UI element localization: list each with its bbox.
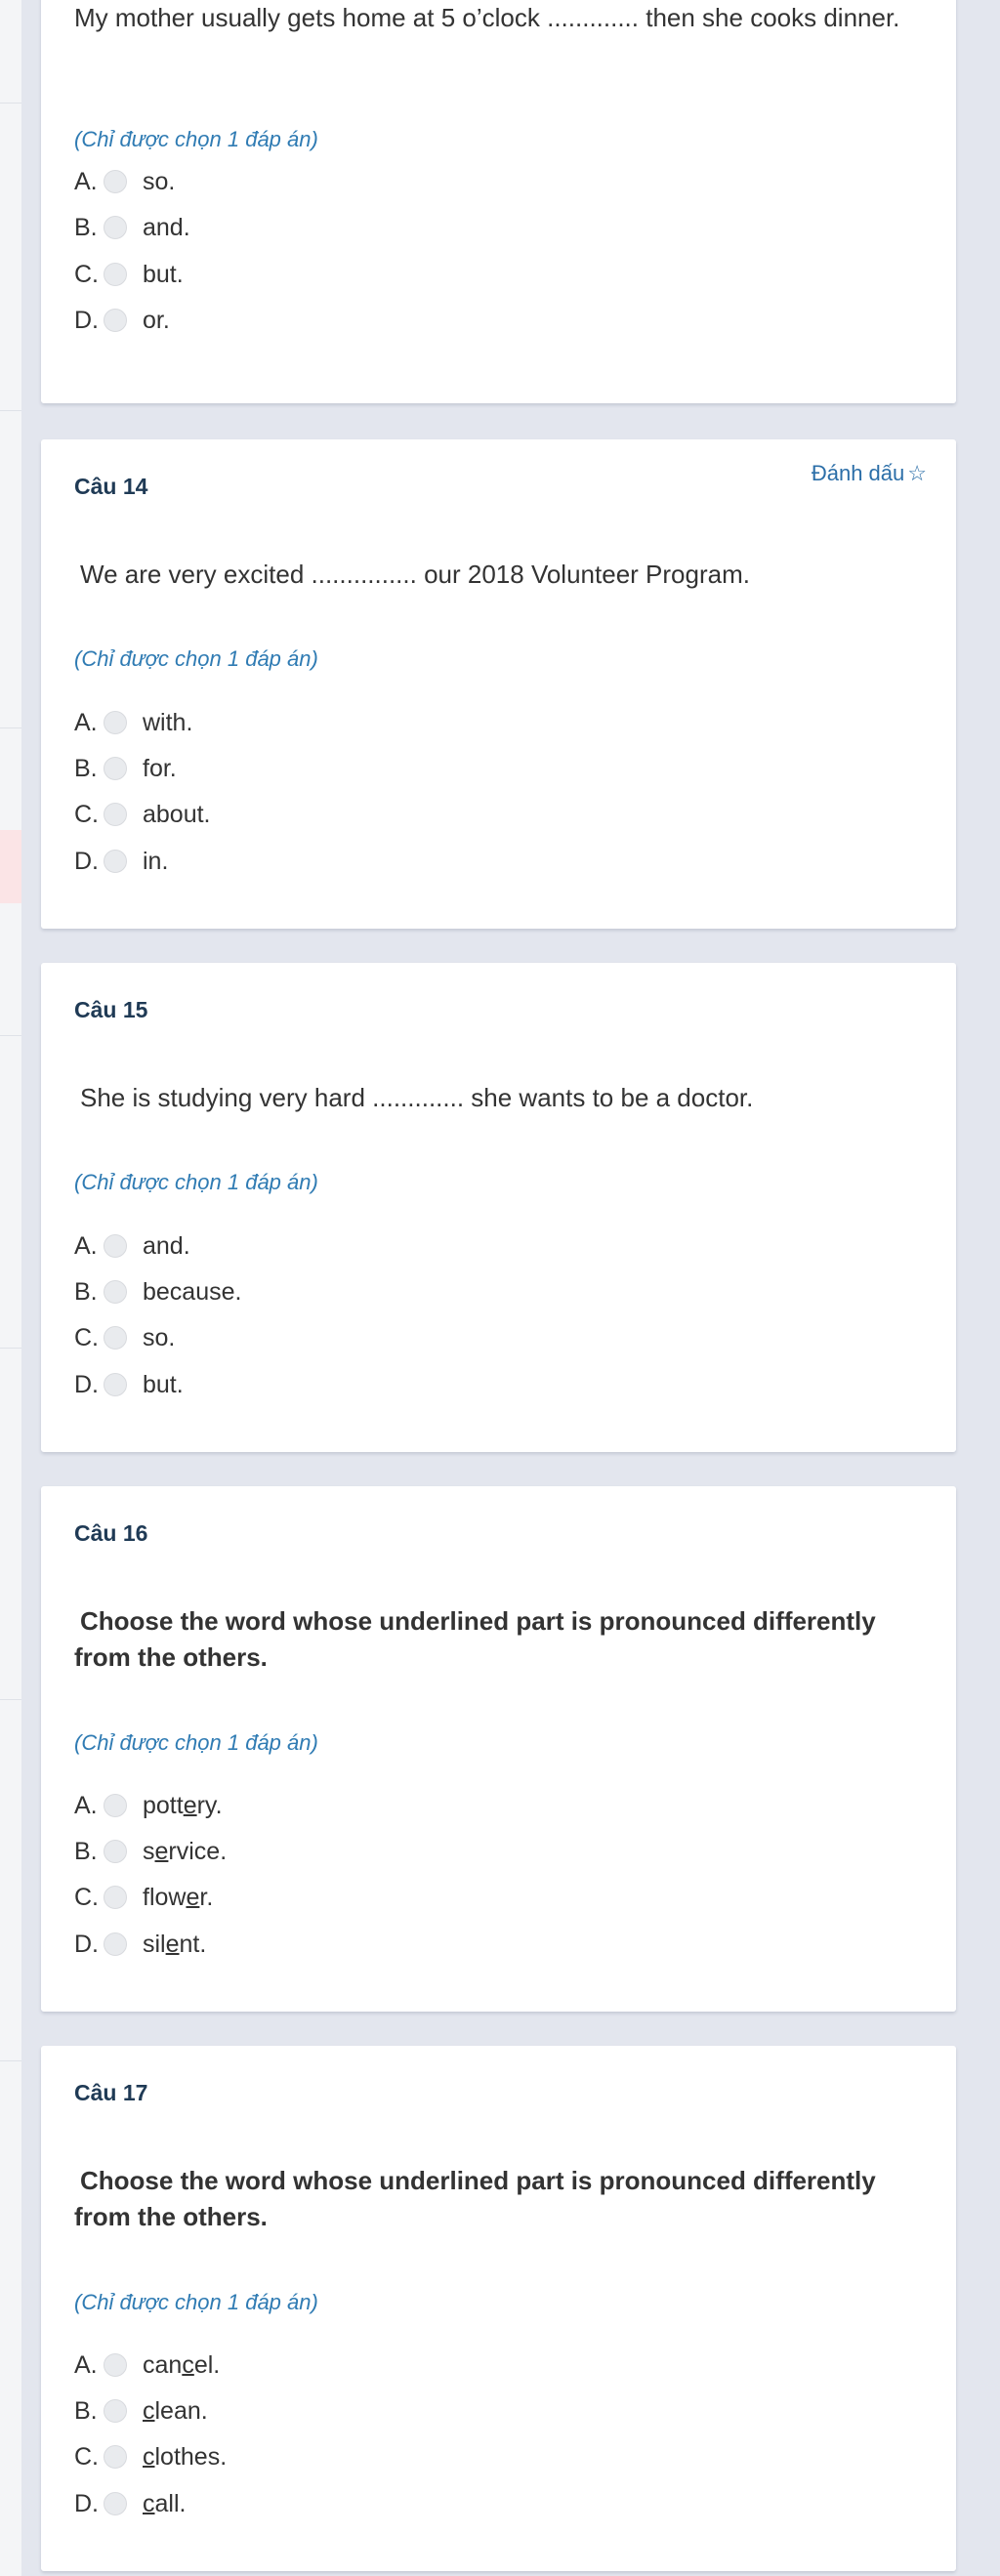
option-a[interactable]: A. and. [74,1231,190,1260]
radio-button[interactable] [104,2353,127,2377]
question-label: Câu 15 [74,997,148,1022]
bookmark-button[interactable]: Đánh dấu ☆ [811,461,927,485]
question-card-16 [41,1486,956,2012]
option-d[interactable]: D. or. [74,306,170,334]
option-c[interactable]: C. clothes. [74,2442,228,2471]
radio-button[interactable] [104,309,127,332]
radio-button[interactable] [104,1326,127,1350]
radio-button[interactable] [104,803,127,826]
option-c[interactable]: C. flower. [74,1883,214,1911]
question-label: Câu 16 [74,1520,148,1546]
answer-hint: (Chỉ được chọn 1 đáp án) [74,127,318,151]
option-c[interactable]: C. so. [74,1323,176,1351]
radio-button[interactable] [104,2492,127,2515]
answer-hint: (Chỉ được chọn 1 đáp án) [74,1170,318,1194]
question-card-17 [41,2046,956,2571]
radio-button[interactable] [104,1794,127,1817]
radio-button[interactable] [104,1373,127,1396]
option-b[interactable]: B. and. [74,213,190,241]
answer-hint: (Chỉ được chọn 1 đáp án) [74,2290,318,2314]
option-d[interactable]: D. silent. [74,1930,207,1958]
option-d[interactable]: D. but. [74,1370,184,1398]
option-d[interactable]: D. in. [74,847,169,875]
question-label: Câu 14 [74,474,148,499]
radio-button[interactable] [104,757,127,780]
star-icon: ☆ [907,461,927,485]
option-b[interactable]: B. because. [74,1277,242,1306]
left-edge-strip [0,0,21,2576]
option-a[interactable]: A. with. [74,708,193,736]
question-card-15 [41,963,956,1452]
radio-button[interactable] [104,170,127,193]
radio-button[interactable] [104,1886,127,1909]
option-b[interactable]: B. clean. [74,2396,208,2425]
radio-button[interactable] [104,1280,127,1304]
radio-button[interactable] [104,216,127,239]
radio-button[interactable] [104,1840,127,1863]
option-c[interactable]: C. but. [74,260,184,288]
radio-button[interactable] [104,1234,127,1258]
radio-button[interactable] [104,2445,127,2469]
radio-button[interactable] [104,1932,127,1956]
question-card-13 [41,0,956,403]
answer-hint: (Chỉ được chọn 1 đáp án) [74,646,318,671]
question-text: Choose the word whose underlined part is pronounced differently from the others. [74,2166,876,2231]
option-a[interactable]: A. pottery. [74,1791,223,1819]
question-card-14 [41,439,956,929]
option-b[interactable]: B. service. [74,1837,228,1865]
radio-button[interactable] [104,850,127,873]
question-text: She is studying very hard ............. she wants to be a doctor. [80,1083,754,1112]
option-a[interactable]: A. cancel. [74,2350,221,2379]
option-b[interactable]: B. for. [74,754,177,782]
question-text: My mother usually gets home at 5 o’clock ............. then she cooks dinner. [74,3,900,32]
radio-button[interactable] [104,2399,127,2423]
option-a[interactable]: A. so. [74,167,176,195]
radio-button[interactable] [104,263,127,286]
answer-hint: (Chỉ được chọn 1 đáp án) [74,1730,318,1755]
option-c[interactable]: C. about. [74,800,211,828]
radio-button[interactable] [104,711,127,734]
question-label: Câu 17 [74,2080,148,2105]
question-text: Choose the word whose underlined part is pronounced differently from the others. [74,1606,876,1672]
question-text: We are very excited ............... our 2018 Volunteer Program. [80,560,750,589]
option-d[interactable]: D. call. [74,2489,187,2517]
